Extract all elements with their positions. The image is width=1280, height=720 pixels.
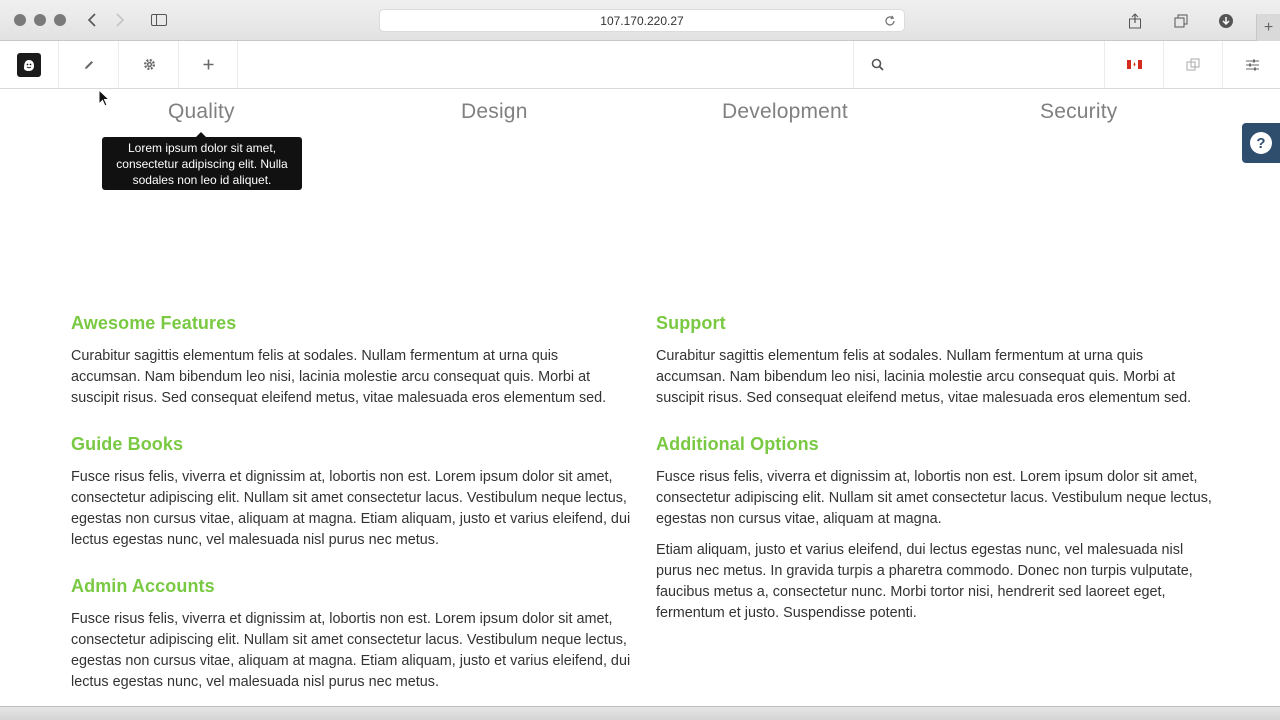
cms-toolbar — [0, 41, 1280, 89]
content-section — [71, 434, 631, 551]
section-title: Support — [656, 313, 726, 333]
page-settings-button[interactable] — [120, 41, 179, 88]
nav-item-development[interactable]: Development — [722, 100, 848, 123]
content-section — [656, 434, 1216, 624]
nav-tooltip: Lorem ipsum dolor sit amet, consectetur adipiscing elit. Nulla sodales non leo id aliquet. — [102, 137, 302, 190]
right-column — [656, 313, 1216, 649]
back-button[interactable] — [79, 8, 105, 32]
sidebar-toggle-button[interactable] — [145, 8, 173, 32]
browser-toolbar — [0, 0, 1280, 41]
concrete5-logo-icon — [17, 53, 41, 77]
search-icon — [871, 58, 884, 71]
zoom-window-button[interactable] — [54, 14, 66, 26]
new-tab-button[interactable] — [1256, 14, 1280, 41]
tabs-icon — [1174, 14, 1188, 28]
section-title: Admin Accounts — [71, 576, 215, 596]
section-paragraph: Fusce risus felis, viverra et dignissim at, lobortis non est. Lorem ipsum dolor sit amet, consectetur adipiscing elit. Nullam sit amet consectetur lacus. Vestibulum neque lectus, egestas non cursus vitae, aliquam at magna. Etiam aliquam, justo et varius eleifend, dui lectus egestas nunc, vel malesuada nisl purus nec metus. — [71, 611, 631, 690]
section-paragraph: Curabitur sagittis elementum felis at sodales. Nullam fermentum at urna quis accumsan. Nam bibendum leo nisi, lacinia molestie arcu consequat quis. Morbi at suscipit risus. Sed consequat eleifend metus, vitae malesuada eros elementum sed. — [656, 348, 1192, 406]
section-title: Additional Options — [656, 434, 819, 454]
edit-page-button[interactable] — [60, 41, 119, 88]
pencil-icon — [83, 59, 95, 71]
main-nav — [0, 100, 1240, 130]
content-section — [656, 313, 1216, 409]
question-icon — [1249, 131, 1273, 155]
download-icon — [1218, 13, 1234, 29]
section-paragraph: Curabitur sagittis elementum felis at sodales. Nullam fermentum at urna quis accumsan. Nam bibendum leo nisi, lacinia molestie arcu consequat quis. Morbi at suscipit risus. Sed consequat eleifend metus, vitae malesuada eros elementum sed. — [71, 348, 607, 406]
downloads-button[interactable] — [1212, 9, 1240, 33]
add-content-button[interactable] — [179, 41, 238, 88]
reload-icon — [884, 15, 896, 27]
sliders-icon — [1246, 59, 1259, 71]
close-window-button[interactable] — [14, 14, 26, 26]
reload-button[interactable] — [882, 13, 898, 29]
section-paragraph: Fusce risus felis, viverra et dignissim at, lobortis non est. Lorem ipsum dolor sit amet, consectetur adipiscing elit. Nullam sit amet consectetur lacus. Vestibulum neque lectus, egestas non cursus vitae, aliquam at magna. — [656, 469, 1212, 527]
address-bar[interactable] — [379, 9, 905, 32]
forward-button[interactable] — [107, 8, 133, 32]
section-title: Awesome Features — [71, 313, 237, 333]
copy-pages-icon — [1186, 58, 1200, 72]
left-column — [71, 313, 631, 718]
section-title: Guide Books — [71, 434, 184, 454]
sitemap-button[interactable] — [1163, 41, 1222, 88]
search-field[interactable] — [853, 41, 1103, 88]
browser-status-bar — [0, 706, 1280, 720]
section-paragraph: Fusce risus felis, viverra et dignissim at, lobortis non est. Lorem ipsum dolor sit amet, consectetur adipiscing elit. Nullam sit amet consectetur lacus. Vestibulum neque lectus, egestas non cursus vitae, aliquam at magna. Etiam aliquam, justo et varius eleifend, dui lectus egestas nunc, vel malesuada nisl purus nec metus. — [71, 469, 631, 548]
dashboard-settings-button[interactable] — [1222, 41, 1280, 88]
canada-flag-icon — [1127, 60, 1142, 69]
sidebar-icon — [151, 14, 167, 26]
plus-icon: + — [1263, 18, 1274, 36]
plus-icon — [203, 59, 214, 70]
nav-item-design[interactable]: Design — [461, 100, 528, 123]
nav-item-security[interactable]: Security — [1040, 100, 1118, 123]
language-button[interactable] — [1104, 41, 1163, 88]
content-section — [71, 313, 631, 409]
cms-logo-button[interactable] — [0, 41, 59, 88]
chevron-right-icon — [115, 13, 125, 27]
help-button[interactable] — [1242, 123, 1280, 163]
content-section — [71, 576, 631, 693]
share-icon — [1128, 13, 1142, 29]
url-text: 107.170.220.27 — [600, 13, 684, 28]
mouse-cursor-icon — [98, 89, 110, 108]
chevron-left-icon — [87, 13, 97, 27]
share-button[interactable] — [1121, 9, 1149, 33]
gear-icon — [143, 58, 156, 71]
tabs-overview-button[interactable] — [1167, 9, 1195, 33]
svg-text:?: ? — [1256, 135, 1266, 152]
nav-item-quality[interactable]: Quality — [168, 100, 235, 123]
section-paragraph: Etiam aliquam, justo et varius eleifend, dui lectus egestas nunc, vel malesuada nisl purus nec metus. In gravida turpis a pharetra commodo. Donec non turpis vulputate, faucibus metus a, consectetur nunc. Morbi tortor nisi, hendrerit sed laoreet eget, fermentum et justo. Suspendisse potenti. — [656, 542, 1193, 621]
minimize-window-button[interactable] — [34, 14, 46, 26]
